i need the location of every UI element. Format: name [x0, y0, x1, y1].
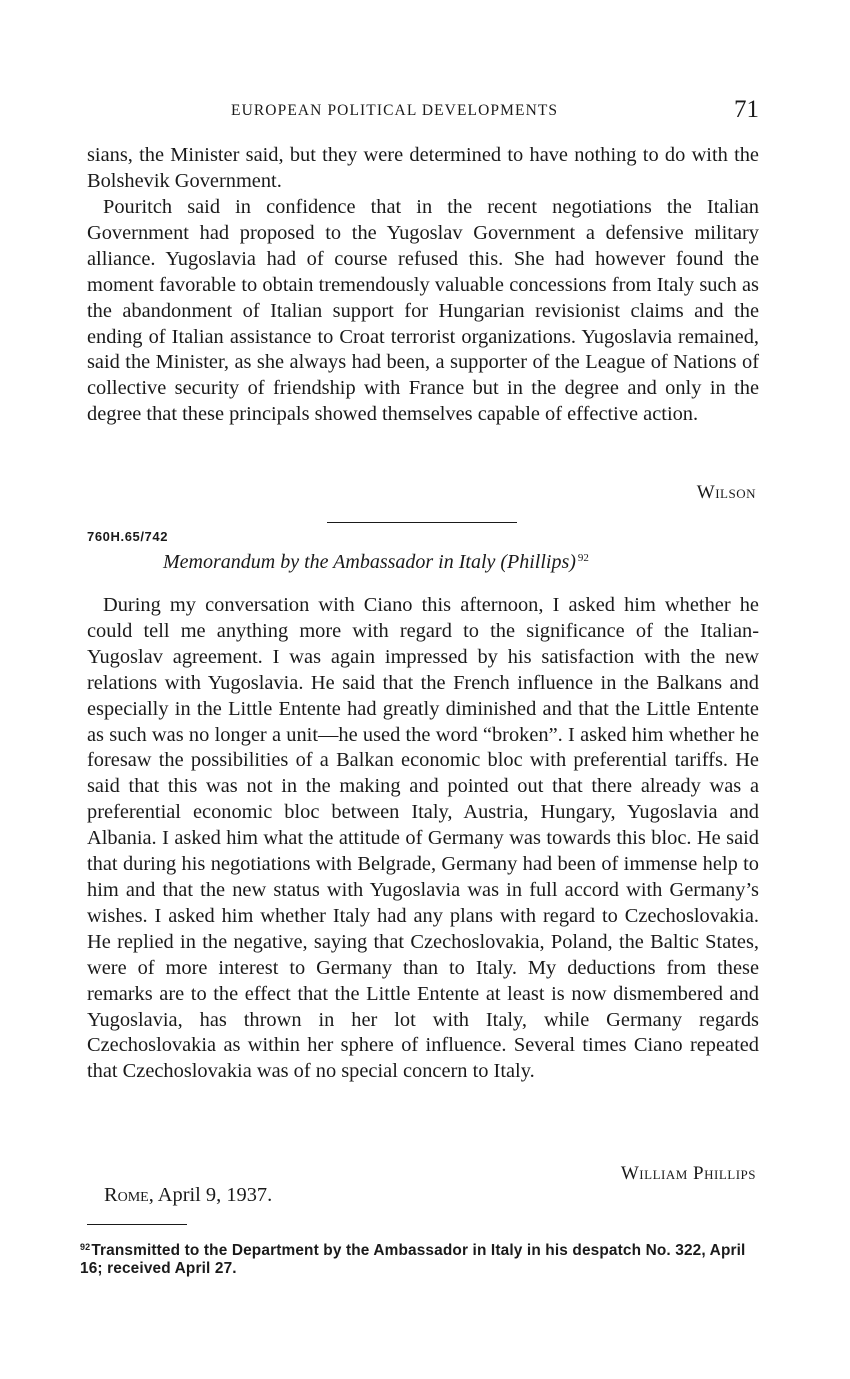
memorandum-body: During my conversation with Ciano this afternoon, I asked him whether he could tell me anything more with regard to the significance of the Italian-Yugoslav agreement. I was again impressed by his satisfaction with the new relations with Yugoslavia. He said that the French influence in the Balkans and especially in the Little Entente had greatly diminished and that the Little Entente as such was no longer a unit—he used the word “broken”. I asked him whether he foresaw the possibilities of a Balkan economic bloc with preferential tariffs. He said that this was not in the making and pointed out that there already was a preferential economic bloc between Italy, Austria, Hungary, Yugoslavia and Albania. I asked him what the attitude of Germany was towards this bloc. He said that during his negotiations with Belgrade, Germany had been of immense help to him and that the new status with Yugoslavia was in full accord with Germany’s wishes. I asked him whether Italy had any plans with regard to Czechoslovakia. He replied in the negative, saying that Czechoslovakia, Poland, the Baltic States, were of more interest to Germany than to Italy. My deductions from these remarks are to the effect that the Little Entente at least is now dismembered and Yugoslavia, has thrown in her lot with Italy, while Germany regards Czechoslovakia as within her sphere of influence. Several times Ciano repeated that Czechoslovakia was of no special concern to Italy.	[87, 594, 759, 1083]
running-header	[87, 96, 759, 128]
running-title: EUROPEAN POLITICAL DEVELOPMENTS	[231, 102, 559, 119]
memorandum-heading	[163, 551, 589, 574]
footnote	[80, 1239, 752, 1277]
letter-signature: Wilson	[696, 482, 756, 503]
file-number: 760H.65/742	[87, 529, 169, 544]
memorandum-title: Memorandum by the Ambassador in Italy (Phillips)	[163, 551, 576, 573]
document-page	[80, 0, 759, 1379]
page-number: 71	[734, 96, 759, 123]
letter-paragraph: Pouritch said in confidence that in the recent negotiations the Italian Government had proposed to the Yugoslav Government a defensive military alliance. Yugoslavia had of course refused this. She had however found the moment favorable to obtain tremendously valuable concessions from Italy such as the abandonment of Italian support for Hungarian revisionist claims and the ending of Italian assistance to Croat terrorist organizations. Yugoslavia remained, said the Minister, as she always had been, a supporter of the League of Nations of collective security of friendship with France but in the degree and only in the degree that these principals showed themselves capable of effective action.	[87, 196, 759, 426]
continuation-paragraph: sians, the Minister said, but they were determined to have nothing to do with the Bolshevik Government.	[87, 144, 759, 192]
footnote-rule	[87, 1224, 187, 1225]
dateline-date: , April 9, 1937.	[148, 1184, 273, 1206]
dateline-place: Rome	[104, 1184, 149, 1206]
footnote-reference: 92	[577, 552, 589, 564]
footnote-text: Transmitted to the Department by the Ambassador in Italy in his despatch No. 322, April 16; received April 27.	[80, 1242, 746, 1277]
section-divider	[327, 522, 517, 523]
dateline	[104, 1184, 272, 1207]
memorandum-signature: William Phillips	[620, 1163, 756, 1184]
footnote-number: 92	[80, 1242, 91, 1252]
